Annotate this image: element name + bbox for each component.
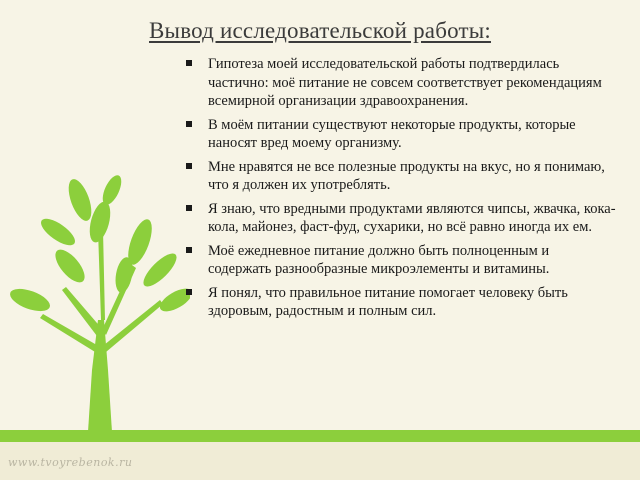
- footer-band: [0, 430, 640, 442]
- slide-title: Вывод исследовательской работы:: [149, 18, 491, 43]
- bullet-text: Гипотеза моей исследовательской работы подтвердилась частично: моё питание не совсем соответствует рекомендациям всемирной организации здравоохранения.: [208, 56, 602, 109]
- square-bullet-icon: [186, 205, 192, 211]
- bullet-list: [186, 55, 616, 326]
- square-bullet-icon: [186, 289, 192, 295]
- bullet-text: В моём питании существуют некоторые продукты, которые наносят вред моему организму.: [208, 116, 576, 151]
- bullet-text: Моё ежедневное питание должно быть полноценным и содержать разнообразные микроэлементы и витамины.: [208, 242, 550, 277]
- bullet-text: Я знаю, что вредными продуктами являются чипсы, жвачка, кока-кола, майонез, фаст-фуд, сухарики, но всё равно иногда их ем.: [208, 200, 616, 235]
- square-bullet-icon: [186, 247, 192, 253]
- list-item: [186, 284, 616, 321]
- bullet-text: Мне нравятся не все полезные продукты на вкус, но я понимаю, что я должен их употреблять.: [208, 158, 605, 193]
- watermark: www.tvoyrebenok.ru: [8, 456, 133, 469]
- list-item: [186, 116, 616, 153]
- tree-illustration: [0, 170, 190, 432]
- list-item: [186, 200, 616, 237]
- bullet-text: Я понял, что правильное питание помогает человеку быть здоровым, радостным и полным сил.: [208, 284, 568, 319]
- list-item: [186, 242, 616, 279]
- square-bullet-icon: [186, 163, 192, 169]
- square-bullet-icon: [186, 60, 192, 66]
- list-item: [186, 158, 616, 195]
- list-item: [186, 55, 616, 111]
- square-bullet-icon: [186, 121, 192, 127]
